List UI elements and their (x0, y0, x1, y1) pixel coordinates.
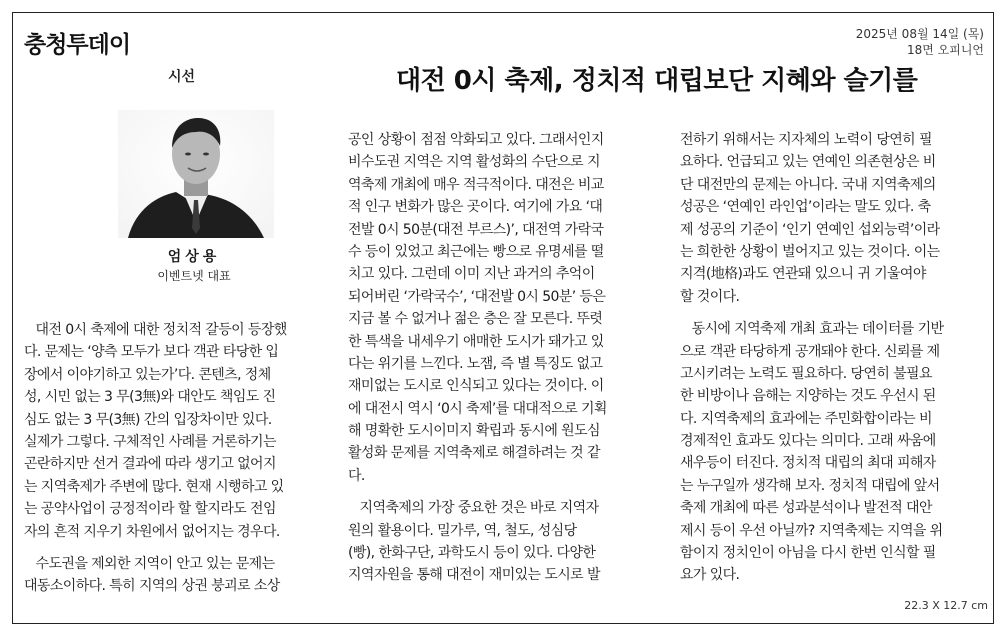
text-line: 장에서 이야기하고 있는가’다. 콘텐츠, 정체 (24, 366, 271, 383)
text-line: 공인 상황이 점점 악화되고 있다. 그래서인지 (348, 132, 604, 148)
text-line: 곤란하지만 선거 결과에 따라 생기고 없어지 (24, 456, 276, 473)
text-line: 다. (348, 467, 365, 484)
text-line: 다는 위기를 느낀다. 노잼, 즉 별 특징도 없고 (348, 355, 603, 372)
text-line: 에 대전시 역시 ‘0시 축제’를 대대적으로 기획 (348, 400, 607, 417)
text-line: 심도 없는 3 무(3無) 간의 입장차이만 있다. (24, 411, 272, 428)
author-title: 이벤트넷 대표 (157, 269, 231, 283)
text-line: 전하기 위해서는 지자체의 노력이 당연히 필 (680, 132, 932, 148)
text-line: 는 공약사업이 긍정적이라 할 할지라도 전임 (24, 501, 276, 518)
text-line: 요하다. 언급되고 있는 연예인 의존현상은 비 (680, 154, 936, 171)
body-column-2 (348, 129, 607, 587)
text-line: 는 희한한 상황이 벌어지고 있는 것이다. 이는 (680, 243, 940, 260)
text-line: 새우등이 터진다. 정치적 대립의 최대 피해자 (680, 455, 936, 472)
body-column-1 (24, 319, 287, 598)
text-line: 재미없는 도시로 인식되고 있다는 것이다. 이 (348, 378, 604, 395)
newspaper-logo: 충청투데이 (24, 32, 131, 58)
text-line: 함이지 정치인이 아님을 다시 한번 인식할 필 (680, 545, 936, 562)
text-line: 한 특색을 내세우기 애매한 도시가 돼가고 있 (348, 333, 604, 350)
text-line: 성공은 ‘연예인 라인업’이라는 말도 있다. 축 (680, 199, 931, 216)
text-line: (빵), 한화구단, 과학도시 등이 있다. 다양한 (348, 545, 596, 562)
text-line: 지역자원을 통해 대전이 재미있는 도시로 발 (348, 567, 600, 584)
body-column-3 (680, 129, 943, 587)
text-line: 지금 볼 수 없거나 젊은 층은 잘 모른다. 뚜렷 (348, 311, 603, 328)
text-line: 동시에 지역축제 개최 효과는 데이터를 기반 (680, 321, 944, 338)
text-line: 대동소이하다. 특히 지역의 상권 붕괴로 소상 (24, 578, 280, 595)
text-line: 역축제 개최에 매우 적극적이다. 대전은 비교 (348, 176, 604, 193)
text-line: 수 등이 있었고 최근에는 빵으로 유명세를 떨 (348, 243, 604, 260)
text-line: 자의 흔적 지우기 차원에서 없어지는 경우다. (24, 523, 280, 540)
text-line: 원의 활용이다. 밀가루, 역, 철도, 성심당 (348, 522, 577, 539)
headline: 대전 0시 축제, 정치적 대립보단 지혜와 슬기를 (396, 66, 918, 96)
column-section-label: 시선 (168, 69, 196, 85)
text-line: 단 대전만의 문제는 아니다. 국내 지역축제의 (680, 176, 936, 193)
text-line: 다. 문제는 ‘양측 모두가 보다 객관 타당한 입 (24, 344, 279, 361)
text-line: 수도권을 제외한 지역이 안고 있는 문제는 (24, 555, 275, 572)
paragraph-gap (348, 487, 607, 497)
text-line: 대전 0시 축제에 대한 정치적 갈등이 등장했 (24, 322, 287, 338)
text-line: 는 지역축제가 주변에 많다. 현재 시행하고 있 (24, 478, 284, 495)
publication-info (856, 26, 984, 58)
text-line: 는 누구일까 생각해 보자. 정치적 대립에 앞서 (680, 477, 940, 494)
publication-date: 2025년 08월 14일 (목) (855, 27, 984, 41)
text-line: 전발 0시 50분(대전 부르스)’, 대전역 가락국 (348, 221, 604, 238)
text-line: 실제가 그렇다. 구체적인 사례를 거론하기는 (24, 433, 276, 450)
author-name: 엄상용 (167, 249, 221, 265)
text-line: 성, 시민 없는 3 무(3無)와 대안도 책임도 진 (24, 389, 276, 406)
text-line: 축제 개최에 따른 성과분석이나 발전적 대안 (680, 500, 932, 517)
text-line: 지역축제의 가장 중요한 것은 바로 지역자 (348, 500, 599, 517)
text-line: 적 인구 변화가 많은 곳이다. 여기에 가요 ‘대 (348, 199, 603, 216)
text-line: 해 명확한 도시이미지 확립과 동시에 원도심 (348, 423, 600, 440)
text-line: 할 것이다. (680, 288, 740, 305)
text-line: 한 비방이나 음해는 지양하는 것도 우선시 된 (680, 388, 936, 405)
text-line: 되어버린 ‘가락국수’, ‘대전발 0시 50분’ 등은 (348, 288, 606, 305)
text-line: 제시 등이 우선 아닐까? 지역축제는 지역을 위 (680, 522, 943, 539)
text-line: 다. 지역축제의 효과에는 주민화합이라는 비 (680, 410, 932, 427)
text-line: 비수도권 지역은 지역 활성화의 수단으로 지 (348, 154, 600, 171)
text-line: 지격(地格)과도 연관돼 있으니 귀 기울여야 (680, 266, 926, 283)
text-line: 으로 객관 타당하게 공개돼야 한다. 신뢰를 제 (680, 343, 940, 360)
paragraph-gap (24, 543, 287, 553)
text-line: 치고 있다. 그런데 이미 지난 과거의 추억이 (348, 266, 595, 283)
author-photo (118, 110, 274, 238)
text-line: 제 성공의 기준이 ‘인기 연예인 섭외능력’이라 (680, 221, 940, 238)
page-section: 18면 오피니언 (906, 43, 984, 57)
paragraph-gap (680, 308, 943, 318)
text-line: 경제적인 효과도 있다는 의미다. 고래 싸움에 (680, 433, 936, 450)
text-line: 활성화 문제를 지역축제로 해결하려는 것 같 (348, 445, 600, 462)
text-line: 요가 있다. (680, 567, 740, 584)
text-line: 고시키려는 노력도 필요하다. 당연히 불필요 (680, 365, 932, 382)
article-size-note: 22.3 X 12.7 cm (904, 599, 988, 612)
